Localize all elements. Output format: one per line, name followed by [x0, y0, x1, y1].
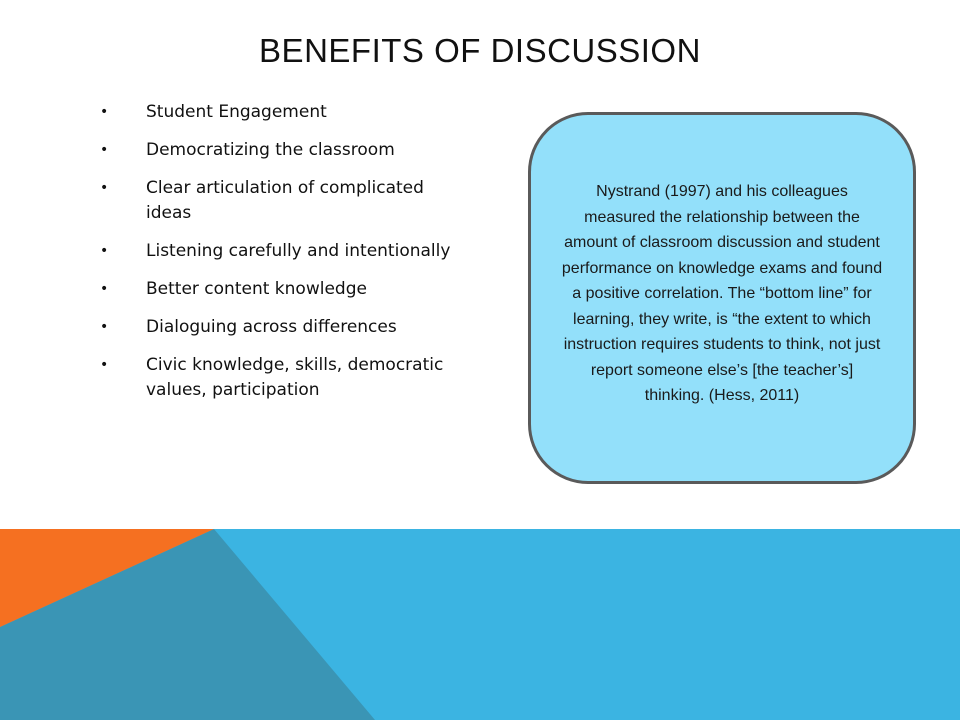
list-item-text: Better content knowledge	[146, 279, 367, 299]
list-item-text: Student Engagement	[146, 102, 327, 122]
bullet-icon: •	[100, 281, 109, 297]
benefits-list	[100, 100, 470, 416]
bullet-icon: •	[100, 357, 109, 373]
slide-title: BENEFITS OF DISCUSSION	[259, 32, 701, 69]
list-item	[100, 176, 470, 226]
quote-callout	[528, 112, 916, 484]
list-item	[100, 277, 470, 302]
list-item-text: Dialoguing across differences	[146, 317, 397, 337]
list-item	[100, 100, 470, 125]
list-item	[100, 239, 470, 264]
list-item-text: Listening carefully and intentionally	[146, 241, 451, 261]
bullet-icon: •	[100, 180, 109, 196]
list-item	[100, 315, 470, 340]
list-item	[100, 353, 470, 403]
bullet-icon: •	[100, 104, 109, 120]
list-item-text: Civic knowledge, skills, democratic values, participation	[146, 355, 444, 400]
list-item-text: Clear articulation of complicated ideas	[146, 178, 424, 223]
bullet-icon: •	[100, 243, 109, 259]
decorative-band	[0, 529, 960, 720]
quote-text: Nystrand (1997) and his colleagues measured the relationship between the amount of classroom discussion and student performance on knowledge exams and found a positive correlation. The “bottom line” for learning, they write, is “the extent to which instruction requires students to think, not just report someone else’s [the teacher’s] thinking. (Hess, 2011)	[561, 183, 883, 405]
bullet-icon: •	[100, 142, 109, 158]
list-item-text: Democratizing the classroom	[146, 140, 395, 160]
list-item	[100, 138, 470, 163]
bullet-icon: •	[100, 319, 109, 335]
